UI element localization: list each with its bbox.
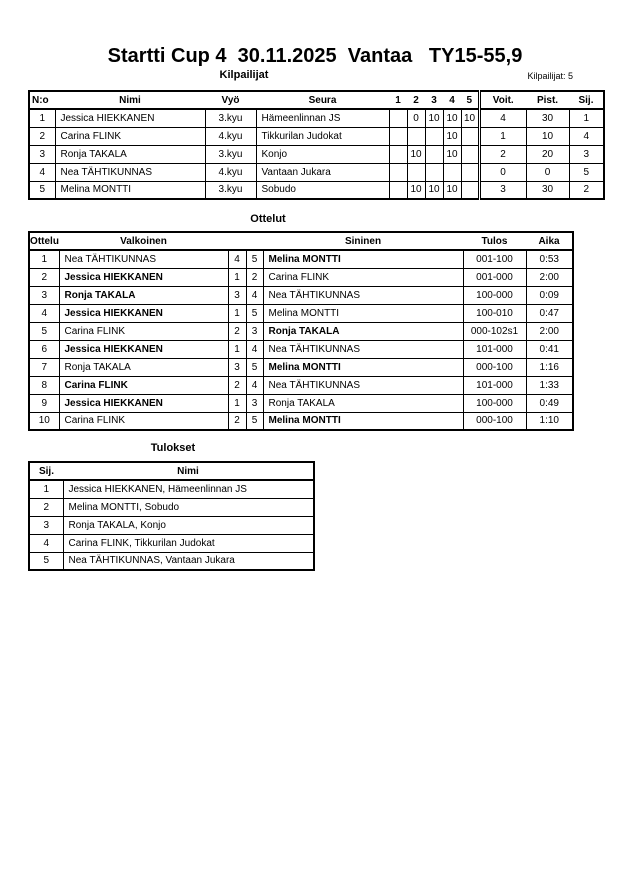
cell-sininen: Ronja TAKALA: [263, 394, 463, 412]
cell-score-1: [389, 163, 407, 181]
cell-sij: 1: [29, 480, 63, 498]
cell-tulos: 100-000: [463, 286, 526, 304]
header-nimi: Nimi: [63, 462, 314, 480]
cell-score-5: [461, 127, 479, 145]
header-seura: Seura: [256, 91, 389, 109]
header-nimi: Nimi: [55, 91, 205, 109]
kilpailijat-row: [29, 127, 604, 145]
cell-seura: Hämeenlinnan JS: [256, 109, 389, 127]
cell-sij: 3: [569, 145, 604, 163]
cell-sininen: Melina MONTTI: [263, 358, 463, 376]
header-score-1: 1: [389, 91, 407, 109]
cell-aika: 0:09: [526, 286, 573, 304]
cell-sij: 2: [569, 181, 604, 199]
cell-ottelu-no: 3: [29, 286, 59, 304]
cell-ottelu-no: 8: [29, 376, 59, 394]
cell-aika: 1:10: [526, 412, 573, 430]
cell-score-1: [389, 109, 407, 127]
cell-sij: 5: [29, 552, 63, 570]
kilpailijat-header-row: [29, 91, 604, 109]
cell-ottelu-no: 4: [29, 304, 59, 322]
cell-score-4: 10: [443, 127, 461, 145]
cell-sij: 3: [29, 516, 63, 534]
cell-sininen: Nea TÄHTIKUNNAS: [263, 376, 463, 394]
cell-tulos: 000-102s1: [463, 322, 526, 340]
cell-valkoinen-no: 2: [228, 376, 246, 394]
tulokset-row: [29, 516, 314, 534]
tulokset-row: [29, 552, 314, 570]
cell-pist: 20: [526, 145, 569, 163]
cell-sininen: Ronja TAKALA: [263, 322, 463, 340]
cell-score-2: 10: [407, 181, 425, 199]
header-sij: Sij.: [569, 91, 604, 109]
cell-valkoinen-no: 2: [228, 412, 246, 430]
cell-ottelu-no: 10: [29, 412, 59, 430]
ottelut-heading: Ottelut: [250, 213, 286, 225]
cell-ottelu-no: 1: [29, 250, 59, 268]
cell-sij: 1: [569, 109, 604, 127]
cell-tulos: 101-000: [463, 340, 526, 358]
cell-nimi: Jessica HIEKKANEN: [55, 109, 205, 127]
ottelut-row: [29, 412, 573, 430]
cell-score-1: [389, 181, 407, 199]
cell-sininen-no: 4: [246, 340, 263, 358]
cell-nimi: Nea TÄHTIKUNNAS: [55, 163, 205, 181]
cell-aika: 2:00: [526, 268, 573, 286]
cell-score-4: 10: [443, 145, 461, 163]
cell-score-2: 0: [407, 109, 425, 127]
cell-valkoinen: Ronja TAKALA: [59, 358, 228, 376]
cell-pist: 10: [526, 127, 569, 145]
cell-valkoinen: Carina FLINK: [59, 322, 228, 340]
kilpailijat-row: [29, 109, 604, 127]
cell-nimi: Jessica HIEKKANEN, Hämeenlinnan JS: [63, 480, 314, 498]
ottelut-row: [29, 268, 573, 286]
cell-ottelu-no: 6: [29, 340, 59, 358]
cell-tulos: 100-000: [463, 394, 526, 412]
cell-ottelu-no: 9: [29, 394, 59, 412]
cell-aika: 2:00: [526, 322, 573, 340]
cell-score-1: [389, 145, 407, 163]
tulokset-table-body: [29, 480, 314, 570]
cell-seura: Sobudo: [256, 181, 389, 199]
cell-sininen: Nea TÄHTIKUNNAS: [263, 340, 463, 358]
cell-no: 4: [29, 163, 55, 181]
cell-valkoinen-no: 1: [228, 394, 246, 412]
header-valkoinen: Valkoinen: [59, 232, 228, 250]
cell-tulos: 001-100: [463, 250, 526, 268]
cell-sininen-no: 4: [246, 376, 263, 394]
cell-tulos: 000-100: [463, 358, 526, 376]
cell-aika: 0:41: [526, 340, 573, 358]
ottelut-table-body: [29, 250, 573, 430]
cell-sininen-no: 5: [246, 358, 263, 376]
cell-vyo: 3.kyu: [205, 145, 256, 163]
cell-tulos: 101-000: [463, 376, 526, 394]
cell-no: 1: [29, 109, 55, 127]
kilpailijat-table: [28, 90, 605, 200]
cell-vyo: 3.kyu: [205, 181, 256, 199]
tulokset-row: [29, 534, 314, 552]
cell-sininen-no: 5: [246, 304, 263, 322]
cell-ottelu-no: 5: [29, 322, 59, 340]
cell-vyo: 3.kyu: [205, 109, 256, 127]
header-score-3: 3: [425, 91, 443, 109]
cell-no: 2: [29, 127, 55, 145]
cell-pist: 30: [526, 181, 569, 199]
cell-voit: 3: [479, 181, 526, 199]
cell-sij: 2: [29, 498, 63, 516]
cell-voit: 4: [479, 109, 526, 127]
cell-score-3: 10: [425, 181, 443, 199]
header-score-2: 2: [407, 91, 425, 109]
header-blank-2: [246, 232, 263, 250]
kilpailijat-table-body: [29, 109, 604, 199]
header-no: N:o: [29, 91, 55, 109]
cell-vyo: 4.kyu: [205, 127, 256, 145]
cell-sininen-no: 5: [246, 412, 263, 430]
cell-tulos: 100-010: [463, 304, 526, 322]
cell-sij: 4: [569, 127, 604, 145]
cell-valkoinen-no: 2: [228, 322, 246, 340]
cell-valkoinen-no: 1: [228, 268, 246, 286]
cell-tulos: 000-100: [463, 412, 526, 430]
cell-score-1: [389, 127, 407, 145]
tulokset-header-row: [29, 462, 314, 480]
cell-sininen-no: 3: [246, 322, 263, 340]
cell-valkoinen: Jessica HIEKKANEN: [59, 394, 228, 412]
cell-sininen: Melina MONTTI: [263, 250, 463, 268]
cell-seura: Konjo: [256, 145, 389, 163]
cell-sininen-no: 5: [246, 250, 263, 268]
cell-valkoinen-no: 1: [228, 340, 246, 358]
cell-valkoinen-no: 1: [228, 304, 246, 322]
cell-sij: 5: [569, 163, 604, 181]
cell-no: 5: [29, 181, 55, 199]
cell-voit: 2: [479, 145, 526, 163]
competitors-count-label: Kilpailijat: 5: [527, 71, 573, 81]
header-ottelu: Ottelu: [29, 232, 59, 250]
cell-seura: Vantaan Jukara: [256, 163, 389, 181]
cell-score-4: [443, 163, 461, 181]
page-title: Startti Cup 4 30.11.2025 Vantaa TY15-55,9: [107, 45, 523, 67]
cell-valkoinen-no: 4: [228, 250, 246, 268]
cell-aika: 0:49: [526, 394, 573, 412]
cell-sininen: Carina FLINK: [263, 268, 463, 286]
ottelut-table: [28, 231, 574, 431]
ottelut-row: [29, 358, 573, 376]
ottelut-row: [29, 340, 573, 358]
cell-pist: 0: [526, 163, 569, 181]
cell-sij: 4: [29, 534, 63, 552]
header-pist: Pist.: [526, 91, 569, 109]
cell-aika: 0:47: [526, 304, 573, 322]
cell-valkoinen: Carina FLINK: [59, 412, 228, 430]
header-aika: Aika: [526, 232, 573, 250]
cell-tulos: 001-000: [463, 268, 526, 286]
cell-score-2: [407, 127, 425, 145]
kilpailijat-row: [29, 145, 604, 163]
tulokset-row: [29, 480, 314, 498]
ottelut-row: [29, 250, 573, 268]
cell-valkoinen: Jessica HIEKKANEN: [59, 268, 228, 286]
ottelut-row: [29, 376, 573, 394]
cell-score-3: [425, 163, 443, 181]
cell-aika: 1:33: [526, 376, 573, 394]
cell-score-5: [461, 181, 479, 199]
cell-aika: 0:53: [526, 250, 573, 268]
tulokset-row: [29, 498, 314, 516]
cell-vyo: 4.kyu: [205, 163, 256, 181]
cell-ottelu-no: 2: [29, 268, 59, 286]
cell-score-2: [407, 163, 425, 181]
kilpailijat-heading: Kilpailijat: [219, 69, 269, 81]
cell-score-3: [425, 145, 443, 163]
ottelut-row: [29, 322, 573, 340]
ottelut-row: [29, 304, 573, 322]
header-score-5: 5: [461, 91, 479, 109]
cell-sininen-no: 4: [246, 286, 263, 304]
cell-valkoinen: Jessica HIEKKANEN: [59, 340, 228, 358]
cell-score-2: 10: [407, 145, 425, 163]
cell-valkoinen-no: 3: [228, 286, 246, 304]
header-sij: Sij.: [29, 462, 63, 480]
header-sininen: Sininen: [263, 232, 463, 250]
header-score-4: 4: [443, 91, 461, 109]
cell-valkoinen: Jessica HIEKKANEN: [59, 304, 228, 322]
cell-pist: 30: [526, 109, 569, 127]
cell-voit: 1: [479, 127, 526, 145]
cell-valkoinen-no: 3: [228, 358, 246, 376]
cell-sininen-no: 3: [246, 394, 263, 412]
cell-valkoinen: Ronja TAKALA: [59, 286, 228, 304]
cell-seura: Tikkurilan Judokat: [256, 127, 389, 145]
kilpailijat-row: [29, 181, 604, 199]
cell-valkoinen: Nea TÄHTIKUNNAS: [59, 250, 228, 268]
cell-sininen: Nea TÄHTIKUNNAS: [263, 286, 463, 304]
cell-valkoinen: Carina FLINK: [59, 376, 228, 394]
cell-score-5: 10: [461, 109, 479, 127]
cell-score-4: 10: [443, 109, 461, 127]
cell-nimi: Ronja TAKALA, Konjo: [63, 516, 314, 534]
cell-score-4: 10: [443, 181, 461, 199]
cell-nimi: Carina FLINK: [55, 127, 205, 145]
header-blank-1: [228, 232, 246, 250]
header-tulos: Tulos: [463, 232, 526, 250]
ottelut-row: [29, 394, 573, 412]
cell-sininen: Melina MONTTI: [263, 304, 463, 322]
cell-nimi: Melina MONTTI, Sobudo: [63, 498, 314, 516]
cell-score-5: [461, 145, 479, 163]
cell-aika: 1:16: [526, 358, 573, 376]
header-voit: Voit.: [479, 91, 526, 109]
ottelut-row: [29, 286, 573, 304]
ottelut-header-row: [29, 232, 573, 250]
tulokset-heading: Tulokset: [150, 442, 196, 454]
header-vyo: Vyö: [205, 91, 256, 109]
cell-score-3: [425, 127, 443, 145]
cell-no: 3: [29, 145, 55, 163]
cell-score-3: 10: [425, 109, 443, 127]
cell-voit: 0: [479, 163, 526, 181]
cell-score-5: [461, 163, 479, 181]
cell-nimi: Ronja TAKALA: [55, 145, 205, 163]
cell-sininen-no: 2: [246, 268, 263, 286]
cell-nimi: Nea TÄHTIKUNNAS, Vantaan Jukara: [63, 552, 314, 570]
cell-ottelu-no: 7: [29, 358, 59, 376]
cell-sininen: Melina MONTTI: [263, 412, 463, 430]
cell-nimi: Carina FLINK, Tikkurilan Judokat: [63, 534, 314, 552]
tulokset-table: [28, 461, 315, 571]
cell-nimi: Melina MONTTI: [55, 181, 205, 199]
kilpailijat-row: [29, 163, 604, 181]
